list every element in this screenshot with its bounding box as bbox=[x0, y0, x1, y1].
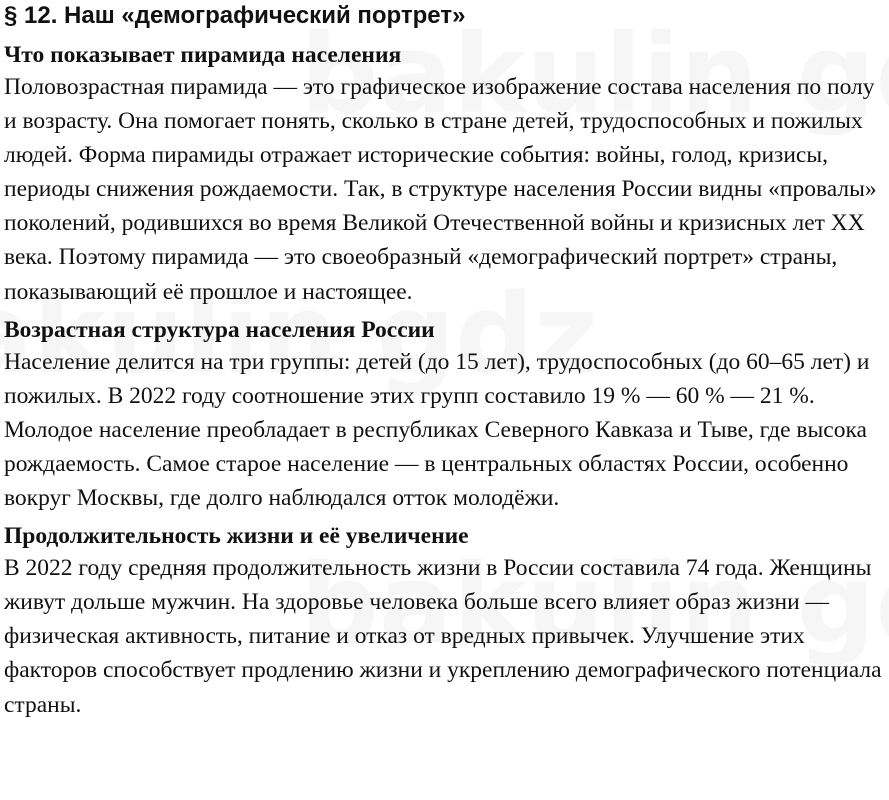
section-heading-pyramid: Что показывает пирамида населения bbox=[4, 42, 402, 68]
section-text-life-expectancy: В 2022 году средняя продолжительность жизни в России составила 74 года. Женщины живут дольше мужчин. На здоровье человека больше всего влияет образ жизни — физическая активность, питание и отказ от вредных привычек. Улучшение этих факторов способствует продлению жизни и укреплению демографического потенциала страны. bbox=[4, 555, 882, 718]
section-text-age-structure: Население делится на три группы: детей (до 15 лет), трудоспособных (до 60–65 лет) и пожилых. В 2022 году соотношение этих групп составило 19 % — 60 % — 21 %. Молодое население преобладает в республиках Северного Кавказа и Тыве, где высока рождаемость. Самое старое население — в центральных областях России, особенно вокруг Москвы, где долго наблюдался отток молодёжи. bbox=[4, 348, 870, 512]
section-heading-life-expectancy: Продолжительность жизни и её увеличение bbox=[4, 523, 469, 550]
page-title: § 12. Наш «демографический портрет» bbox=[4, 2, 466, 29]
section-heading-age-structure: Возрастная структура населения России bbox=[4, 316, 435, 343]
section-text-pyramid: Половозрастная пирамида — это графическое изображение состава населения по полу и возрасту. Она помогает понять, сколько в стране детей, трудоспособных и пожилых людей. Форма пирамиды отражает исторические события: войны, голод, кризисы, периоды снижения рождаемости. Так, в структуре населения России видны «провалы» поколений, родившихся во время Великой Отечественной войны и кризисных лет XX века. Поэтому пирамида — это своеобразный «демографический портрет» страны, показывающий её прошлое и настоящее. bbox=[4, 74, 877, 305]
